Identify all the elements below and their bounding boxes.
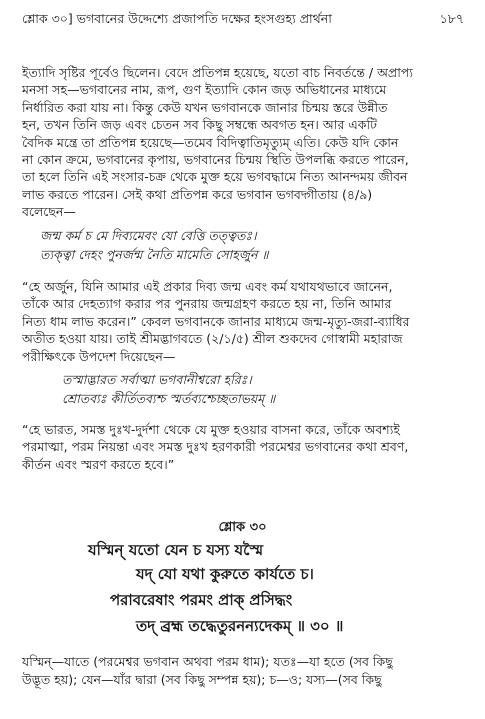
text-line: তা হলে তিনি এই সংসার-চক্র থেকে মুক্ত হয়ে ভগবদ্ধামে নিত্য আনন্দময় জীবন [22,169,408,185]
text-line: যস্মিন্—যাতে (পরমেশ্বর ভগবান অথবা পরম ধাম); যতঃ—যা হতে (সব কিছু [22,654,393,669]
text-line: নিত্য ধাম লাভ করেন।” কেবল ভগবানকে জানার মাধ্যমে জন্ম-মৃত্যু-জরা-ব্যাধির [22,313,410,329]
verse-line: জন্ম কর্ম চ মে দিব্যমেবং যো বেত্তি তত্ত্বতঃ। [40,228,257,243]
paragraph-3 [22,421,408,473]
verse-line: তস্মাদ্ভারত সর্বাত্মা ভগবানীশ্বরো হরিঃ। [62,372,252,387]
text-line: না কোন ক্রমে, ভগবানের কৃপায়, ভগবানের চিন্ময় স্থিতি উপলব্ধি করতে পারেন, [22,152,409,168]
paragraph-1 [22,64,413,221]
sloka-line: যস্মিন্ যতো যেন চ যস্য যস্মৈ [88,541,264,559]
page-number: ১৮৭ [439,11,464,26]
sloka-heading: শ্লোক ৩০ [218,520,267,535]
text-line: কীর্তন এবং স্মরণ করতে হবে।” [22,456,175,472]
verse-line: ত্যক্ত্বা দেহং পুনর্জন্ম নৈতি মামেতি সোহর্জুন ॥ [40,247,269,262]
text-line: মনসা সহ—ভগবানের নাম, রূপ, গুণ ইত্যাদি কোন জড় অভিধানের মাধ্যমে [22,82,387,98]
header-title: শ্লোক ৩০] ভগবানের উদ্দেশ্যে প্রজাপতি দক্ষের হংসগুহ্য প্রার্থনা [22,11,332,26]
text-line: পরমাত্মা, পরম নিয়ন্তা এবং সমস্ত দুঃখ হরণকারী পরমেশ্বর ভগবানের কথা শ্রবণ, [22,439,409,455]
sloka-line: তদ্ ব্রহ্ম তদ্ধেতুরনন্যদেকম্ ॥ ৩০ ॥ [136,617,344,635]
sloka-line: যদ্ যো যথা কুরুতে কার্যতে চ। [136,565,314,583]
sloka-line: পরাবরেষাং পরমং প্রাক্ প্রসিদ্ধং [110,591,293,609]
verse-bhagavatam-2-1-5 [62,370,275,408]
verse-gita-4-9 [40,226,268,264]
text-line: পরীক্ষিৎকে উপদেশ দিয়েছেন— [22,348,176,364]
text-line: হন, তখন তিনি জড় এবং চেতন সব কিছু সম্বন্ধে অবগত হন। আর একটি [22,117,377,133]
text-line: ইত্যাদি সৃষ্টির পূর্বেও ছিলেন। বেদে প্রতিপন্ন হয়েছে, যতো বাচ নিবর্তন্তে / অপ্রাপ্য [22,65,413,80]
text-line: “হে ভারত, সমস্ত দুঃখ-দুর্দশা থেকে যে মুক্ত হওয়ার বাসনা করে, তাঁকে অবশ্যই [22,422,400,437]
text-line: বলেছেন— [22,204,76,220]
text-line: অতীত হওয়া যায়। তাই শ্রীমদ্ভাগবতে (২/১/৫) শ্রীল শুকদেব গোস্বামী মহারাজ [22,331,403,347]
text-line: লাভ করতে পারেন। সেই কথা প্রতিপন্ন করে ভগবান ভগবদ্গীতায় (৪/৯) [22,186,373,202]
text-line: বৈদিক মন্ত্রে তা প্রতিপন্ন হয়েছে—তমেব বিদিত্বাতিমৃত্যুম্ এতি। কেউ যদি কোন [22,134,399,150]
running-header [22,10,464,28]
text-line: “হে অর্জুন, যিনি আমার এই প্রকার দিব্য জন্ম এবং কর্ম যথাযথভাবে জানেন, [22,279,393,294]
verse-line: শ্রোতব্যঃ কীর্তিতব্যশ্চ স্মর্তব্যশ্চেচ্ছতাভয়ম্ ॥ [62,391,276,406]
text-line: তাঁকে আর দেহত্যাগ করার পর পুনরায় জন্মগ্রহণ করতে হয় না, তিনি আমার [22,296,392,312]
text-line: নির্ধারিত করা যায় না। কিন্তু কেউ যখন ভগবানকে জানার চিন্ময় স্তরে উন্নীত [22,99,388,115]
text-line: উদ্ভূত হয়); যেন—যাঁর দ্বারা (সব কিছু সম্পন্ন হয়); চ—ও; যস্য—(সব কিছু [22,672,382,687]
word-for-word-synonyms [22,653,464,689]
paragraph-2 [22,278,410,365]
